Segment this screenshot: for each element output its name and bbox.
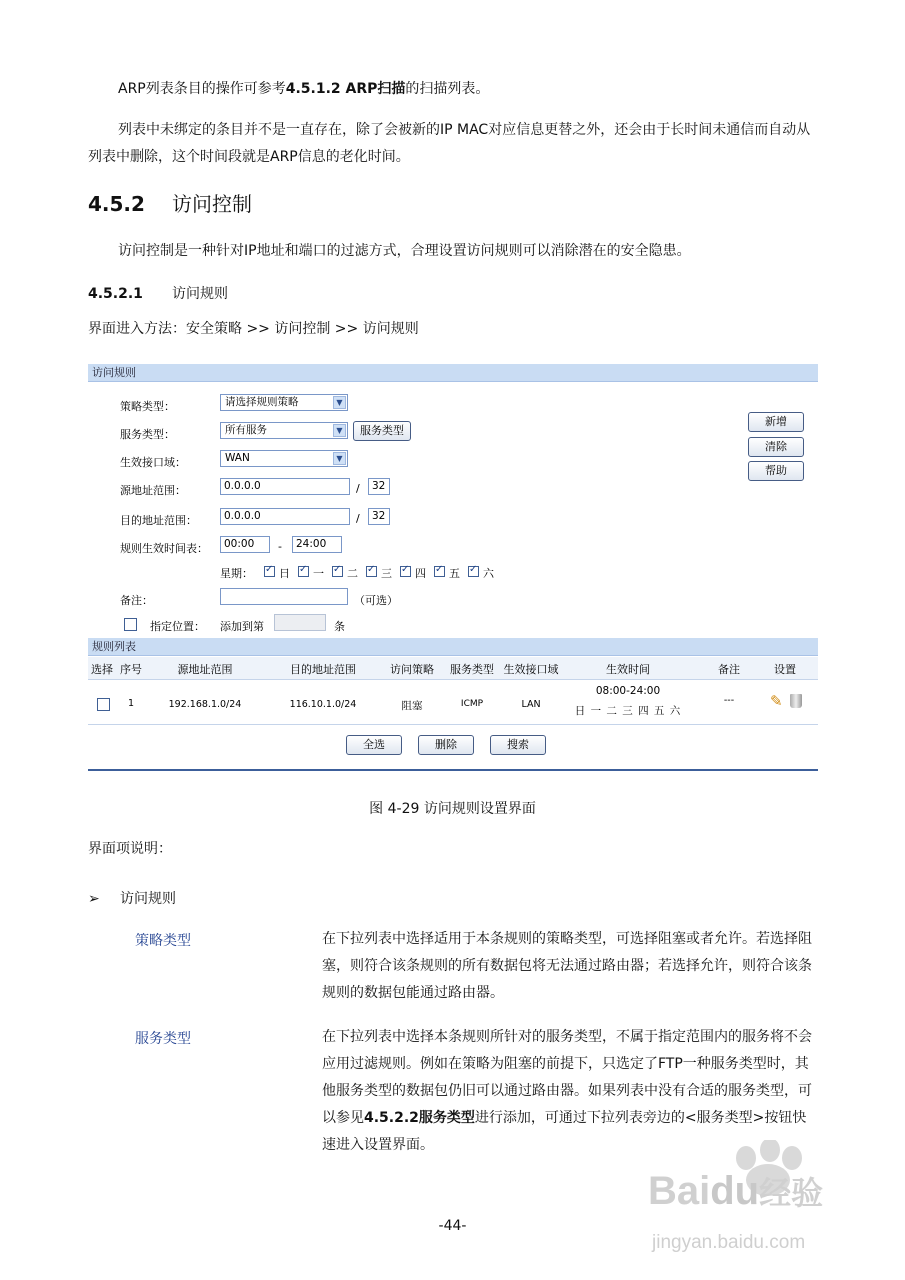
chevron-down-icon: ▼ bbox=[333, 396, 346, 409]
col-select: 选择 bbox=[91, 663, 113, 676]
bullet-arrow-icon: ➢ bbox=[88, 891, 100, 907]
row-dest: 116.10.1.0/24 bbox=[289, 699, 357, 710]
delete-button[interactable]: 删除 bbox=[418, 735, 474, 755]
remark-label: 备注： bbox=[120, 594, 153, 607]
divider bbox=[88, 724, 818, 725]
slash: / bbox=[356, 512, 360, 525]
edit-pencil-icon[interactable]: ✎ bbox=[770, 692, 783, 710]
weekday-checkbox[interactable] bbox=[264, 566, 275, 577]
interface-intro: 界面项说明： bbox=[88, 841, 172, 857]
dest-ip-input[interactable]: 0.0.0.0 bbox=[220, 508, 350, 525]
chevron-down-icon: ▼ bbox=[333, 424, 346, 437]
policy-type-label: 策略类型： bbox=[120, 400, 175, 413]
nav-path: 界面进入方法：安全策略 >> 访问控制 >> 访问规则 bbox=[88, 321, 419, 337]
weekday-checkbox[interactable] bbox=[332, 566, 343, 577]
divider bbox=[88, 679, 818, 680]
weekday-checkbox[interactable] bbox=[400, 566, 411, 577]
search-button[interactable]: 搜索 bbox=[490, 735, 546, 755]
rule-list-title-bar: 规则列表 bbox=[88, 638, 818, 656]
week-label: 星期： bbox=[220, 567, 253, 580]
time-end-input[interactable]: 24:00 bbox=[292, 536, 342, 553]
select-value: WAN bbox=[225, 452, 250, 464]
row-number: 1 bbox=[127, 698, 135, 709]
bullet-title: 访问规则 bbox=[120, 891, 176, 907]
time-schedule-label: 规则生效时间表： bbox=[120, 542, 208, 555]
col-remark: 备注 bbox=[718, 663, 740, 676]
col-number: 序号 bbox=[120, 663, 142, 676]
weekday-label: 一 bbox=[313, 567, 324, 580]
weekday-checkbox[interactable] bbox=[366, 566, 377, 577]
section-title: 访问控制 bbox=[172, 192, 252, 216]
col-source: 源地址范围 bbox=[177, 663, 233, 676]
watermark-brand bbox=[648, 1168, 823, 1214]
source-mask-input[interactable]: 32 bbox=[368, 478, 390, 495]
add-button[interactable]: 新增 bbox=[748, 412, 804, 432]
section-number: 4.5.2 bbox=[88, 192, 145, 216]
interface-select[interactable] bbox=[220, 450, 348, 467]
position-label: 指定位置： bbox=[150, 620, 205, 633]
bottom-rule bbox=[88, 769, 818, 771]
col-settings: 设置 bbox=[774, 663, 796, 676]
col-service: 服务类型 bbox=[450, 663, 494, 676]
help-button[interactable]: 帮助 bbox=[748, 461, 804, 481]
remark-hint: （可选） bbox=[354, 594, 398, 607]
weekday-label: 日 bbox=[279, 567, 290, 580]
service-type-label: 服务类型： bbox=[120, 428, 175, 441]
col-interface: 生效接口域 bbox=[503, 663, 559, 676]
panel-title-bar: 访问规则 bbox=[88, 364, 818, 382]
subsection-number: 4.5.2.1 bbox=[88, 286, 143, 302]
position-suffix: 条 bbox=[334, 620, 345, 633]
select-value: 请选择规则策略 bbox=[225, 396, 299, 408]
weekday-label: 四 bbox=[415, 567, 426, 580]
slash: / bbox=[356, 482, 360, 495]
row-select-checkbox[interactable] bbox=[97, 698, 110, 711]
text: 在下拉列表中选择本条规则所针对的服务类型，不属于指定范围内的服务将不会应用过滤规则。例如在策略为阻塞的前提下，只选定了FTP一种服务类型时，其他服务类型的数据包仍旧可以通过路由器。如果列表中没有合适的服务类型，可以参见 bbox=[322, 1029, 812, 1126]
select-all-button[interactable]: 全选 bbox=[346, 735, 402, 755]
subsection-heading bbox=[88, 283, 228, 303]
weekday-checkbox[interactable] bbox=[298, 566, 309, 577]
text: 进行添加，可通过下拉列表旁边的<服务类型>按钮快速进入设置界面。 bbox=[322, 1110, 807, 1153]
row-remark: --- bbox=[723, 695, 735, 706]
position-checkbox[interactable] bbox=[124, 618, 137, 631]
position-prefix: 添加到第 bbox=[220, 620, 264, 633]
policy-type-select[interactable] bbox=[220, 394, 348, 411]
row-policy: 阻塞 bbox=[401, 700, 423, 712]
weekday-label: 三 bbox=[381, 567, 392, 580]
clear-button[interactable]: 清除 bbox=[748, 437, 804, 457]
row-interface: LAN bbox=[521, 699, 541, 710]
row-source: 192.168.1.0/24 bbox=[168, 699, 242, 710]
text: du bbox=[710, 1169, 760, 1213]
time-dash: - bbox=[278, 540, 282, 553]
service-type-button[interactable]: 服务类型 bbox=[353, 421, 411, 441]
remark-input[interactable] bbox=[220, 588, 348, 605]
paragraph-access-control: 访问控制是一种针对IP地址和端口的过滤方式，合理设置访问规则可以消除潜在的安全隐患。 bbox=[118, 243, 691, 259]
position-input[interactable] bbox=[274, 614, 326, 631]
col-time: 生效时间 bbox=[606, 663, 650, 676]
time-start-input[interactable]: 00:00 bbox=[220, 536, 270, 553]
source-ip-input[interactable]: 0.0.0.0 bbox=[220, 478, 350, 495]
access-rule-screenshot bbox=[88, 364, 818, 772]
select-value: 所有服务 bbox=[225, 424, 267, 436]
term-policy-type: 策略类型 bbox=[135, 933, 191, 949]
subsection-title: 访问规则 bbox=[172, 286, 228, 302]
text: ARP列表条目的操作可参考 bbox=[118, 81, 286, 97]
weekday-label: 六 bbox=[483, 567, 494, 580]
figure-caption: 图 4-29 访问规则设置界面 bbox=[369, 801, 536, 817]
row-service: ICMP bbox=[460, 699, 484, 709]
ref-link-text: 4.5.2.2服务类型 bbox=[364, 1110, 475, 1126]
col-dest: 目的地址范围 bbox=[290, 663, 356, 676]
trash-icon[interactable] bbox=[790, 694, 802, 708]
paragraph-arp-aging: 列表中未绑定的条目并不是一直存在，除了会被新的IP MAC对应信息更替之外，还会由于长时间未通信而自动从列表中删除，这个时间段就是ARP信息的老化时间。 bbox=[88, 122, 811, 165]
text: Bai bbox=[648, 1169, 711, 1213]
col-policy: 访问策略 bbox=[390, 663, 434, 676]
watermark-url: jingyan.baidu.com bbox=[652, 1232, 806, 1253]
text: 的扫描列表。 bbox=[405, 81, 490, 97]
bullet-heading bbox=[88, 888, 176, 908]
chevron-down-icon: ▼ bbox=[333, 452, 346, 465]
weekday-checkbox[interactable] bbox=[434, 566, 445, 577]
interface-label: 生效接口域： bbox=[120, 456, 186, 469]
paragraph-arp-ref bbox=[88, 76, 818, 103]
weekday-label: 五 bbox=[449, 567, 460, 580]
row-time-range: 08:00-24:00 bbox=[595, 685, 661, 697]
weekday-label: 二 bbox=[347, 567, 358, 580]
section-heading bbox=[88, 188, 252, 217]
term-service-type: 服务类型 bbox=[135, 1031, 191, 1047]
desc-service-type bbox=[322, 1024, 818, 1159]
service-type-select[interactable] bbox=[220, 422, 348, 439]
row-time-days: 日 一 二 三 四 五 六 bbox=[574, 705, 682, 717]
page-number: -44- bbox=[438, 1218, 467, 1234]
dest-mask-input[interactable]: 32 bbox=[368, 508, 390, 525]
dest-range-label: 目的地址范围： bbox=[120, 514, 197, 527]
source-range-label: 源地址范围： bbox=[120, 484, 186, 497]
desc-policy-type: 在下拉列表中选择适用于本条规则的策略类型，可选择阻塞或者允许。若选择阻塞，则符合该条规则的所有数据包将无法通过路由器；若选择允许，则符合该条规则的数据包能通过路由器。 bbox=[322, 931, 812, 1001]
baidu-watermark bbox=[648, 1140, 878, 1270]
ref-link-text: 4.5.1.2 ARP扫描 bbox=[285, 81, 406, 97]
text: 经验 bbox=[759, 1175, 824, 1211]
weekday-checkbox[interactable] bbox=[468, 566, 479, 577]
